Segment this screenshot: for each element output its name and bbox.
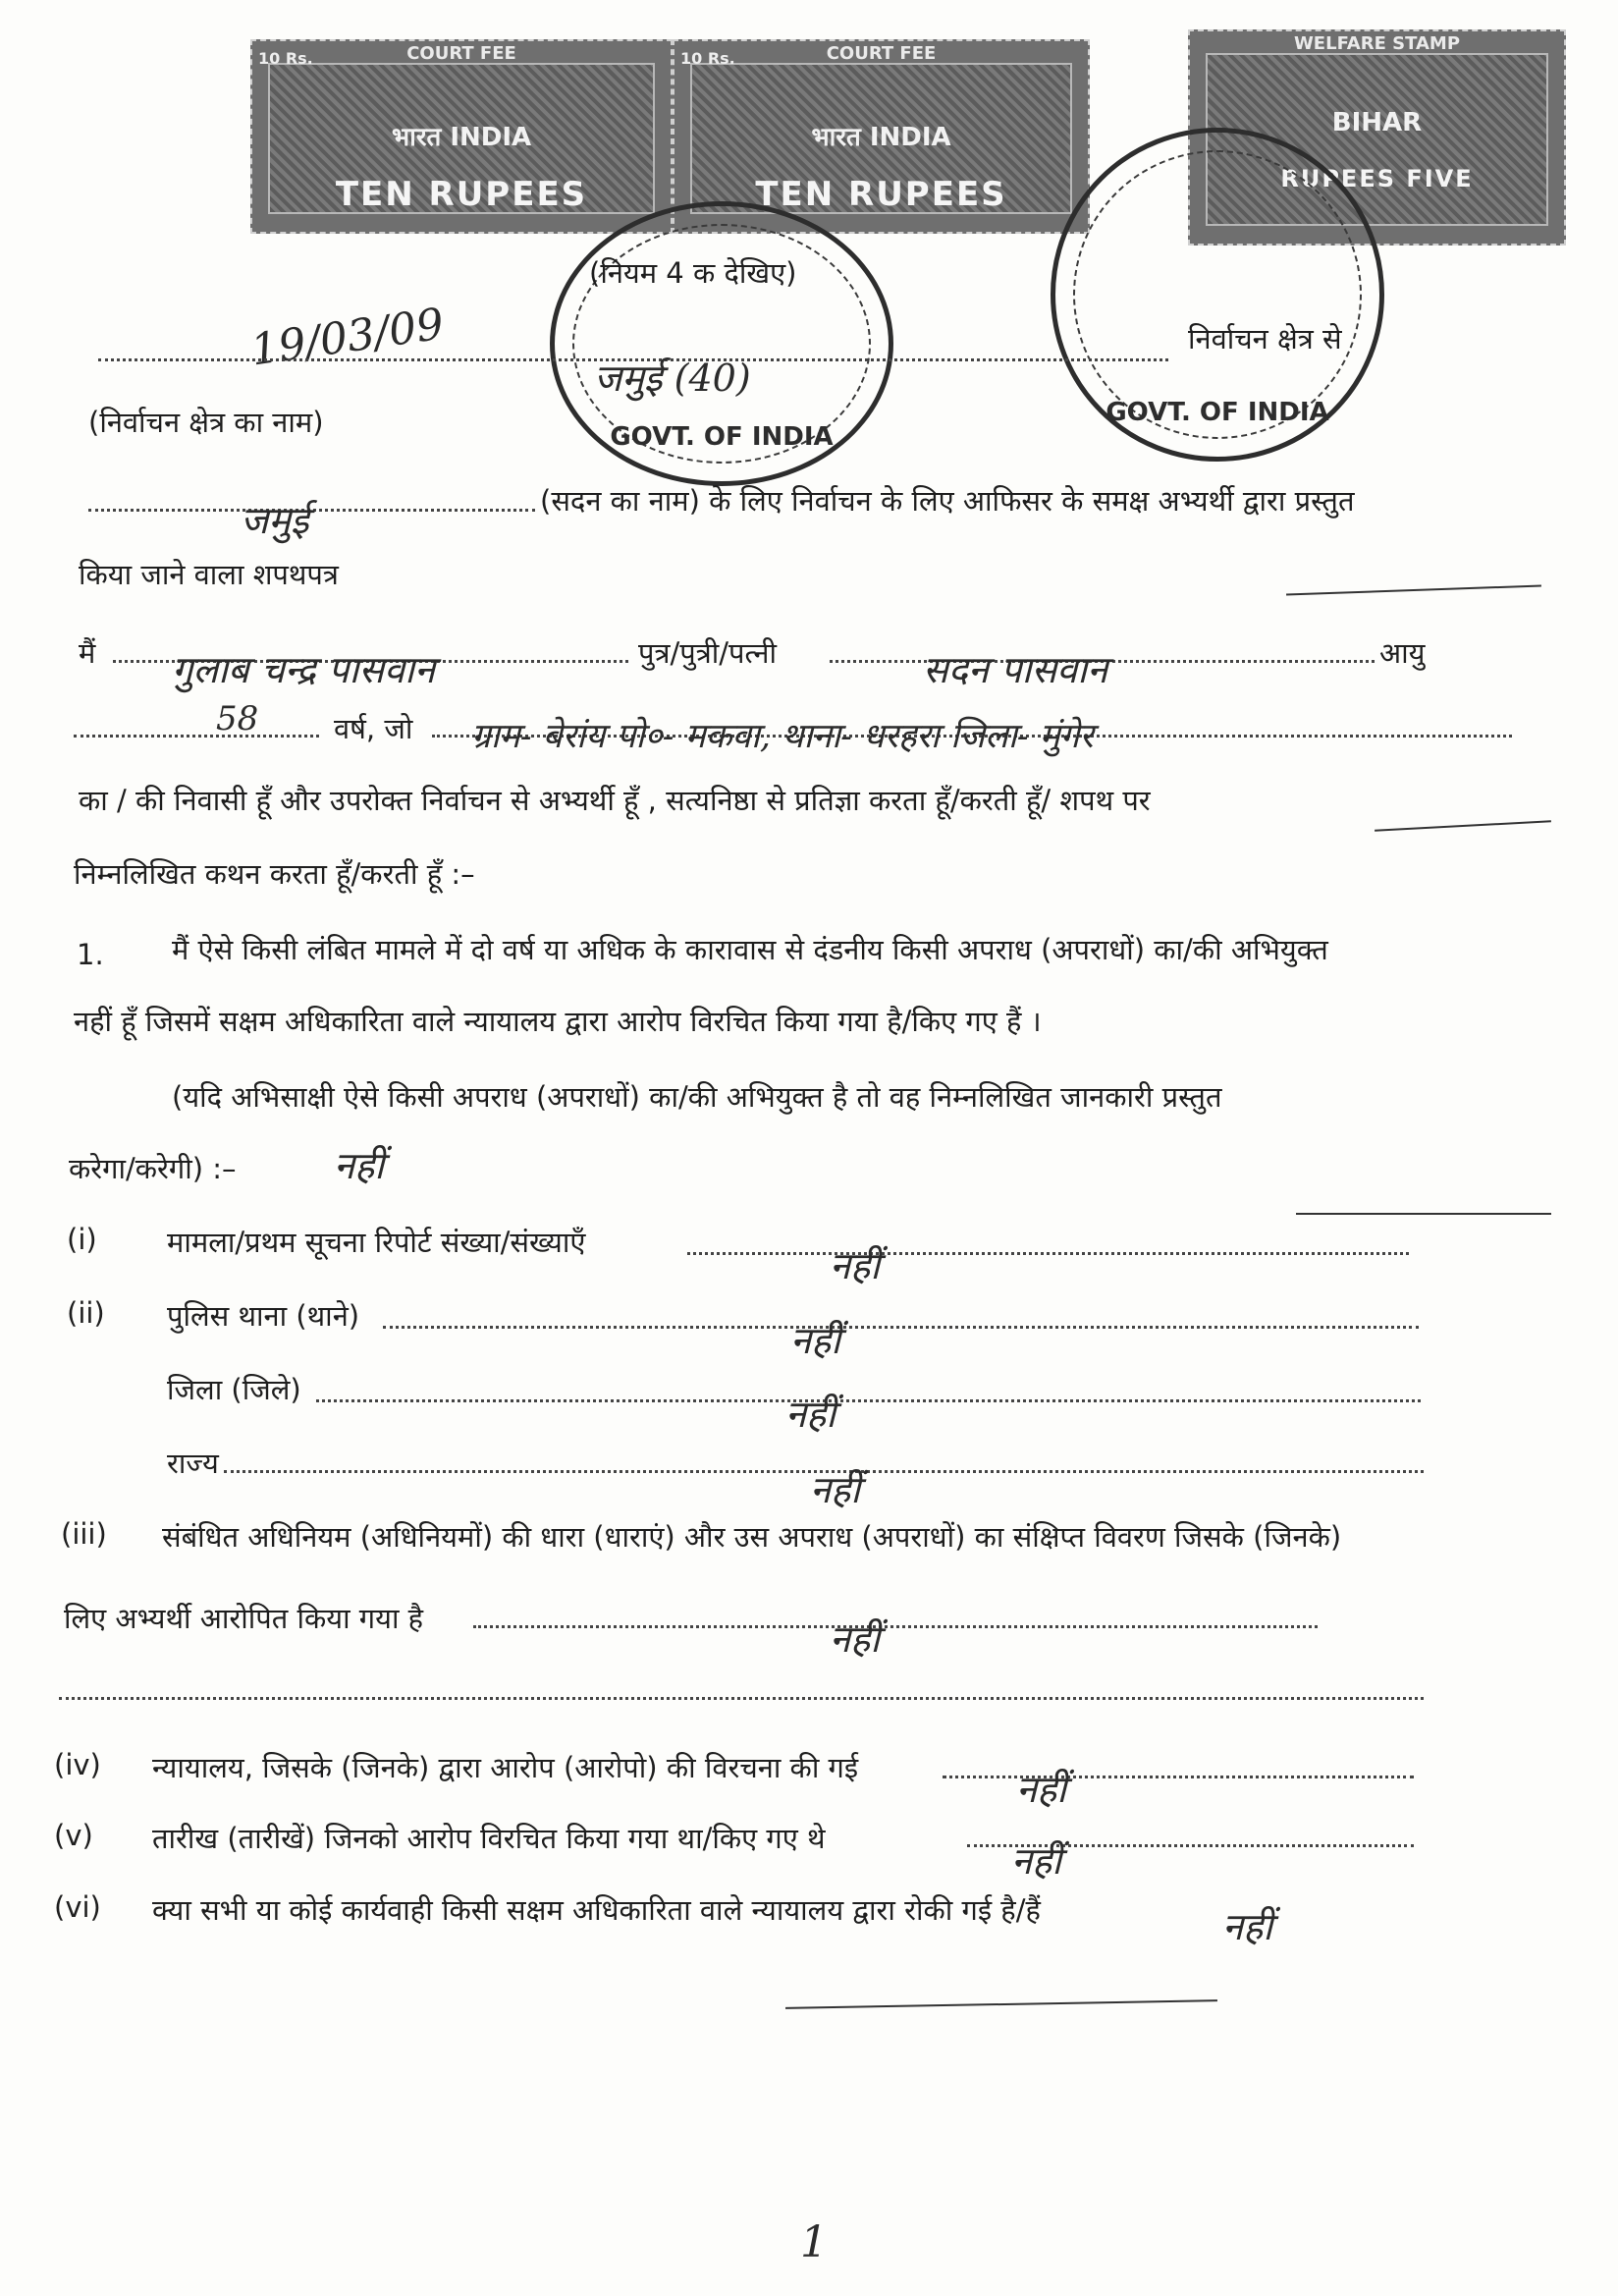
clause1-line2: नहीं हूँ जिसमें सक्षम अधिकारिता वाले न्यायालय द्वारा आरोप विरचित किया गया है/किए गए हैं । [74,1005,1042,1038]
district-label: जिला (जिले) [167,1373,301,1406]
district-dotted-line [316,1399,1421,1402]
condition-line2: करेगा/करेगी) :– [69,1152,237,1185]
item-i-label: मामला/प्रथम सूचना रिपोर्ट संख्या/संख्याएँ [167,1226,586,1259]
stamp-bottom-text: TEN RUPEES [335,175,588,214]
item-ii-dotted-line [383,1326,1419,1329]
house-handwritten: जमुई [241,499,309,542]
item-i-number: (i) [67,1223,97,1256]
item-iii-dotted-line-2 [59,1697,1424,1700]
item-i-answer: नहीं [830,1244,881,1287]
house-line: (सदन का नाम) के लिए निर्वाचन के लिए आफिसर के समक्ष अभ्यर्थी द्वारा प्रस्तुत [540,484,1355,518]
state-label: राज्य [167,1447,219,1480]
item-iii-number: (iii) [61,1517,107,1551]
page-mark: 1 [800,2217,828,2268]
item-iv-number: (iv) [54,1748,101,1781]
constituency-label: (निर्वाचन क्षेत्र का नाम) [88,406,324,439]
name-handwritten: गुलाब चन्द्र पासवान [172,648,436,691]
item-iv-answer: नहीं [1016,1768,1067,1811]
margin-stroke [1296,1213,1551,1215]
relation-label: पुत्र/पुत्री/पत्नी [638,636,777,670]
seal-ring [1073,150,1362,439]
father-handwritten: सदन पासवान [923,648,1108,691]
affidavit-line: किया जाने वाला शपथपत्र [79,558,339,591]
seal-label: GOVT. OF INDIA [610,422,834,452]
stamp-denomination: 10 Rs. [258,49,313,68]
clause1-line1: मैं ऐसे किसी लंबित मामले में दो वर्ष या अधिक के कारावास से दंडनीय किसी अपराध (अपराधों) का/की अभियुक्त [172,933,1328,966]
govt-seal-left [550,201,893,486]
item-v-label: तारीख (तारीखें) जिनको आरोप विरचित किया गया था/किए गए थे [152,1822,826,1855]
margin-stroke [785,1999,1217,2009]
item-iii-answer: नहीं [830,1617,881,1661]
item-iii-line2: लिए अभ्यर्थी आरोपित किया गया है [64,1602,424,1635]
margin-stroke [1375,820,1551,831]
age-dotted-line [74,735,319,738]
govt-seal-right [1051,128,1384,462]
item-v-answer: नहीं [1011,1839,1062,1883]
stamp-bottom-text: TEN RUPEES [755,175,1007,214]
item-iv-dotted-line [943,1776,1414,1778]
item-vi-label: क्या सभी या कोई कार्यवाही किसी सक्षम अधिकारिता वाले न्यायालय द्वारा रोकी गई है/हैं [152,1893,1041,1927]
court-fee-stamp-1 [250,39,673,234]
item-iii-line1: संबंधित अधिनियम (अधिनियमों) की धारा (धाराएं) और उस अपराध (अपराधों) का संक्षिप्त विवरण जिसके (जिनके) [162,1520,1342,1554]
years-label: वर्ष, जो [334,712,413,745]
item-v-number: (v) [54,1819,93,1852]
condition-answer: नहीं [334,1144,385,1187]
main-prefix: मैं [79,636,96,670]
stamp-top-text: COURT FEE [406,43,516,64]
constituency-handwritten: जमुई (40) [594,356,751,400]
margin-stroke [1286,584,1541,595]
item-vi-answer: नहीं [1222,1905,1273,1948]
stamp-top-text: WELFARE STAMP [1293,33,1461,54]
stamp-mid-text: भारत INDIA [811,123,951,152]
state-answer: नहीं [810,1468,861,1511]
item-i-dotted-line [687,1252,1409,1255]
stamp-denomination: 10 Rs. [680,49,735,68]
district-answer: नहीं [785,1393,836,1436]
stamp-bottom-text: RUPEES FIVE [1280,165,1474,192]
item-iii-dotted-line [473,1625,1318,1628]
seal-label: GOVT. OF INDIA [1106,398,1329,427]
age-handwritten: 58 [216,699,259,738]
item-iv-label: न्यायालय, जिसके (जिनके) द्वारा आरोप (आरोपो) की विरचना की गई [152,1751,859,1784]
house-dotted-line [88,509,535,512]
constituency-suffix: निर्वाचन क्षेत्र से [1188,322,1342,355]
stamp-top-text: COURT FEE [826,43,937,64]
item-ii-answer: नहीं [790,1319,841,1362]
address-handwritten: ग्राम- बेरांय पो०- मकवा, थाना- धरहरा जिला- मुंगेर [471,717,1094,756]
stamp-mid-text: भारत INDIA [391,123,532,152]
item-ii-number: (ii) [67,1296,105,1330]
clause-number: 1. [77,938,104,971]
condition-line1: (यदि अभिसाक्षी ऐसे किसी अपराध (अपराधों) का/की अभियुक्त है तो वह निम्नलिखित जानकारी प्रस्तुत [172,1080,1222,1114]
handwritten-date: 19/03/09 [247,299,448,376]
stamp-mid-text: BIHAR [1331,108,1423,137]
age-label: आयु [1379,636,1426,670]
resident-line: का / की निवासी हूँ और उपरोक्त निर्वाचन से अभ्यर्थी हूँ , सत्यनिष्ठा से प्रतिज्ञा करता हूँ/करती हूँ/ शपथ पर [79,784,1151,817]
statement-line: निम्नलिखित कथन करता हूँ/करती हूँ :– [74,857,475,891]
item-ii-label: पुलिस थाना (थाने) [167,1299,360,1333]
item-vi-number: (vi) [54,1890,101,1924]
rule-heading: (नियम 4 क देखिए) [589,256,797,290]
